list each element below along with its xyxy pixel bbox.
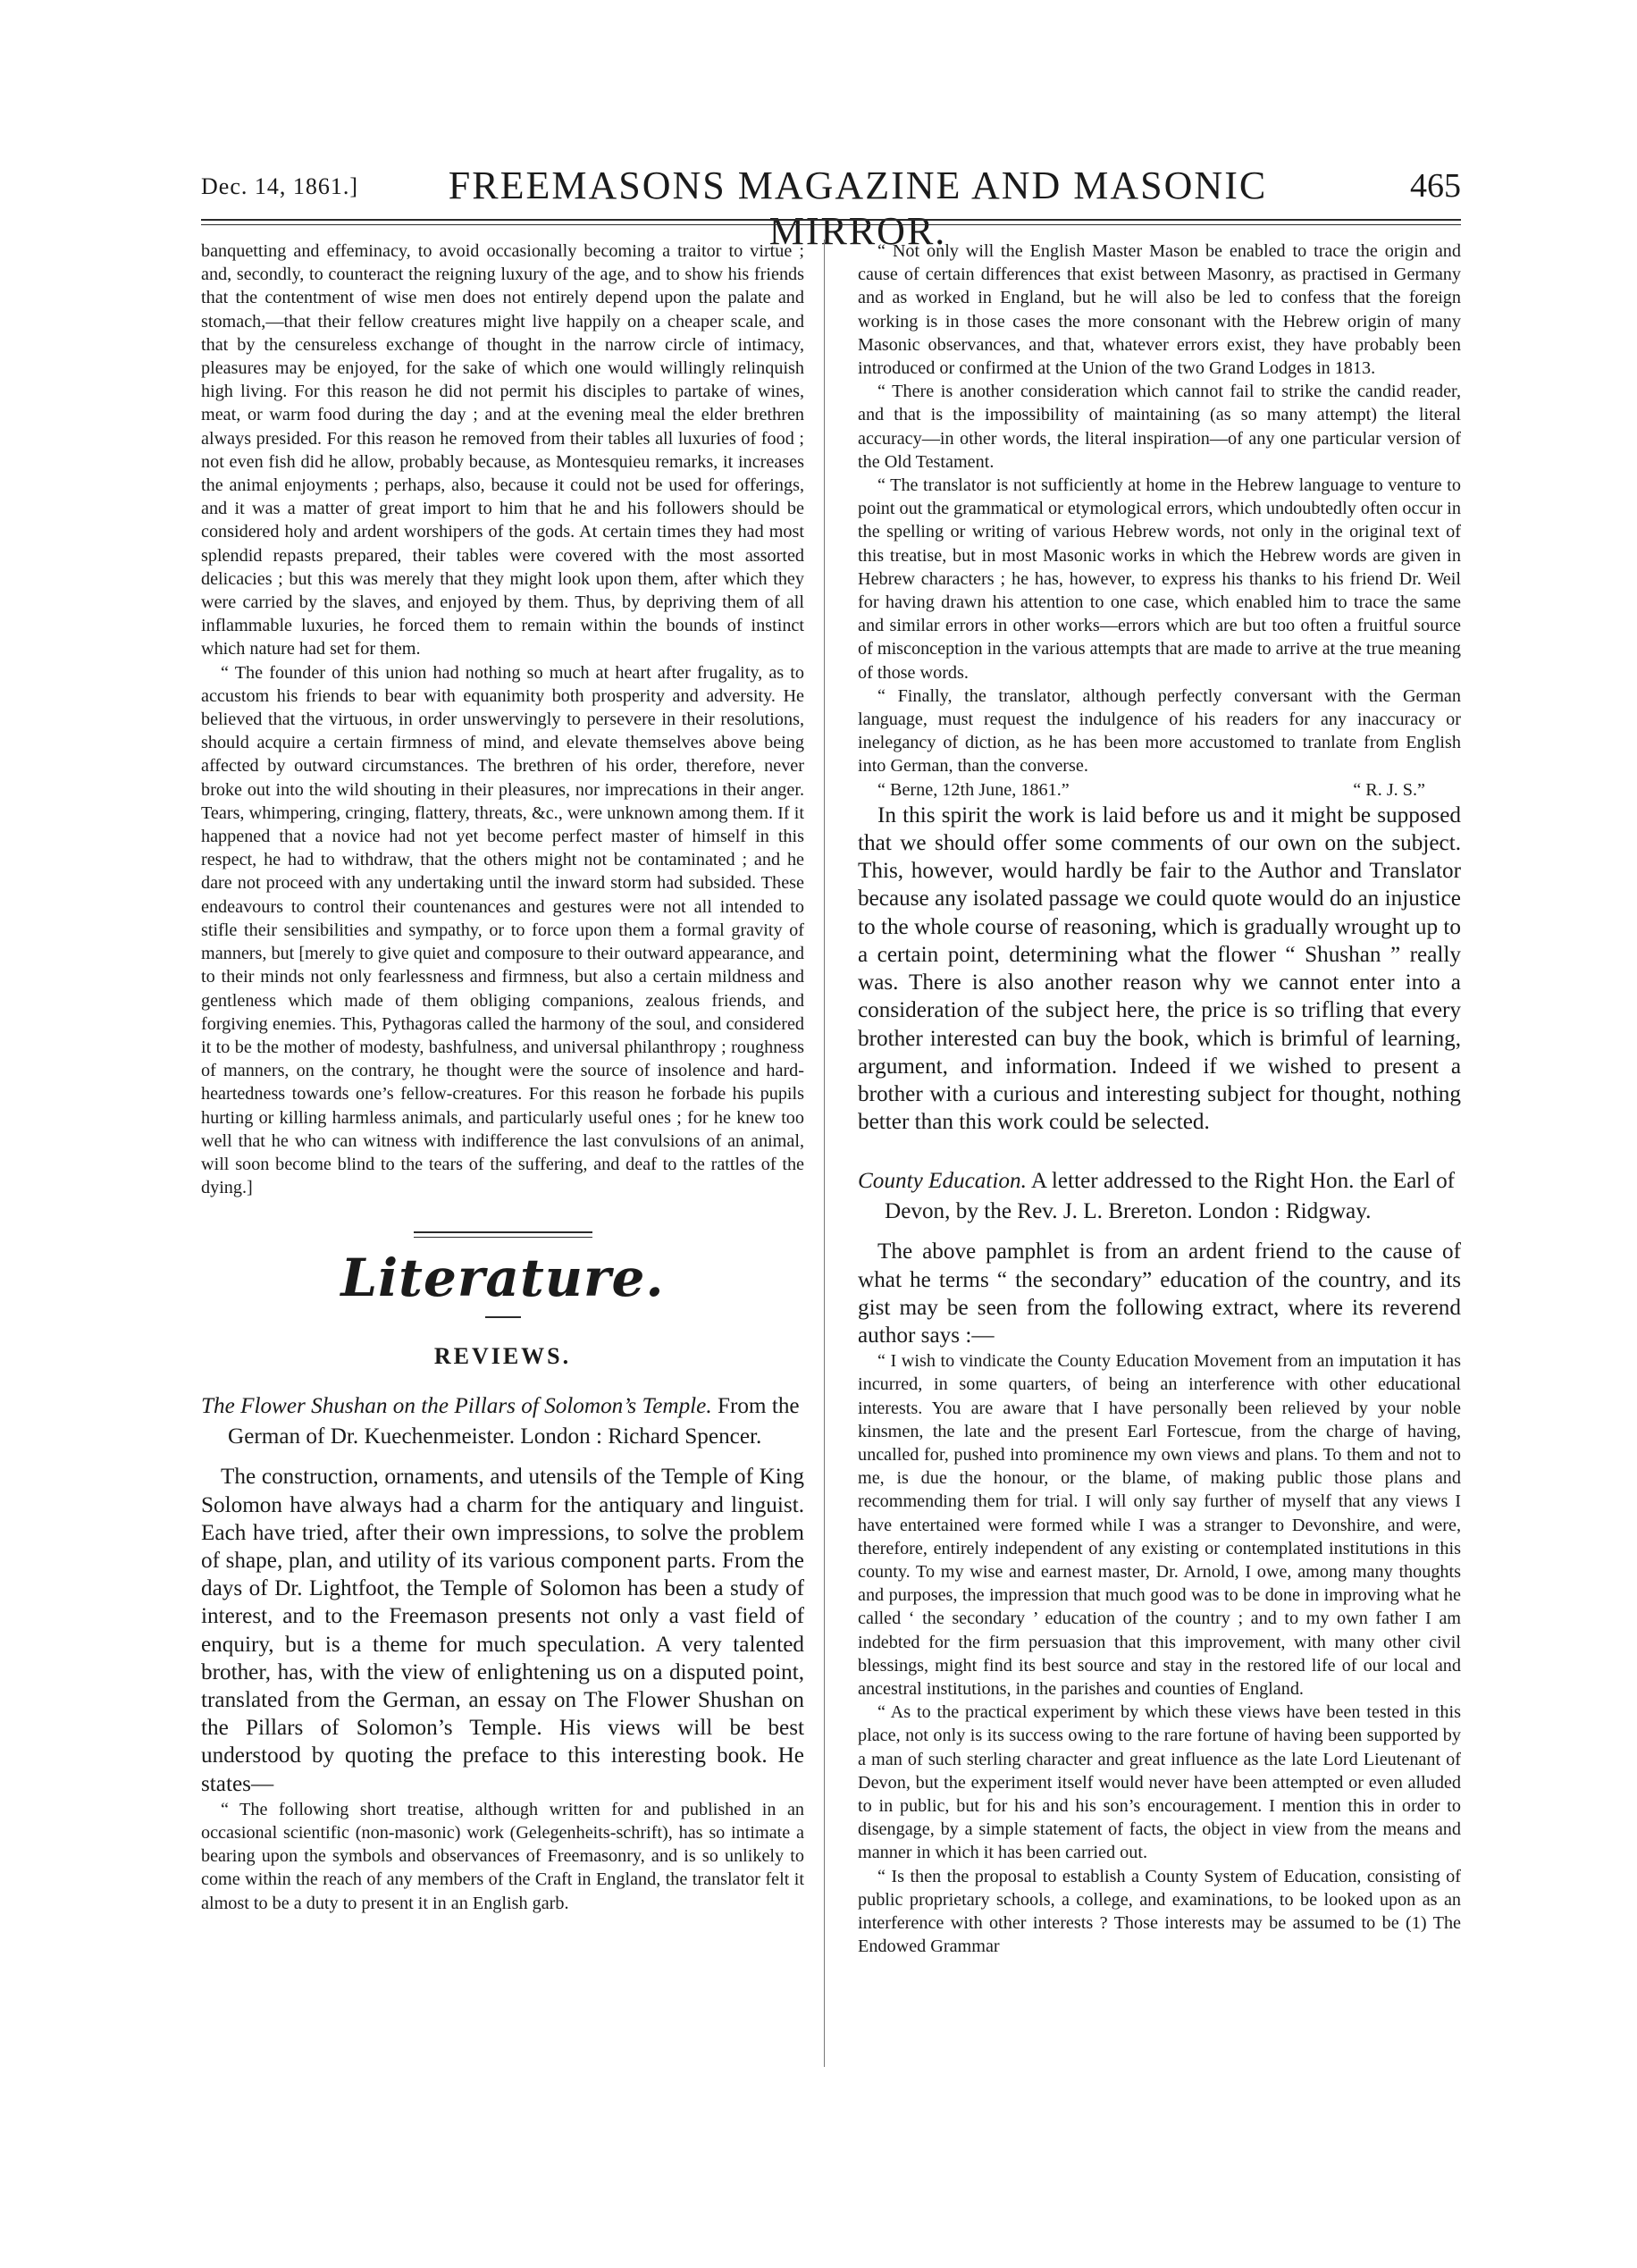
paragraph: “ The founder of this union had nothing so much at heart after frugality, as to accustom his friends to bear with equanimity both prosperity and adversity. He believed that the virtuous, in order unswervingly to persevere in their resolutions, should acquire a certain firmness of mind, and elevate themselves above being affected by outward circumstances. The brethren of his order, therefore, never broke out into the wild shouting in their pleasures, nor imprecations in their anger. Tears, whimpering, cringing, flattery, threats, &c., were unknown among them. If it happened that a novice had not yet become perfect master of himself in this respect, he had to withdraw, that the others might not be contaminated ; and he dare not proceed with any undertaking until the inward storm had subsided. These endeavours to control their countenances and gestures were not all intended to stifle their sensibilities and sympathy, or to force upon them a formal gravity of manners, but [merely to give quiet and composure to their outward appearance, and to their minds not only fearlessness and firmness, but also a certain mildness and gentleness which made of them obliging companions, zealous friends, and forgiving enemies. This, Pythagoras called the harmony of the soul, and considered it to be the mother of modesty, bashfulness, and universal philanthropy ; roughness of manners, on the contrary, he thought were the source of insolence and hard-heartedness towards one’s fellow-creatures. For this reason he forbade his pupils hurting or killing harmless animals, and particularly useful ones ; for he knew too well that he who can witness with indifference the last convulsions of an animal, will soon become blind to the tears of the suffering, and deaf to the rattles of the dying.] <box>201 662 804 1198</box>
signature-date: “ Berne, 12th June, 1861.” <box>877 779 1070 800</box>
page-header <box>201 161 1461 253</box>
review-title <box>858 1166 1461 1227</box>
paragraph: “ There is another consideration which cannot fail to strike the candid reader, and that is the impossibility of maintaining (as so many attempt) the literal accuracy—in other words, the literal inspiration—of any one particular version of the Old Testament. <box>858 382 1461 472</box>
header-date: Dec. 14, 1861.] <box>201 173 359 199</box>
right-column <box>858 239 1461 1958</box>
left-column <box>201 239 804 1915</box>
paragraph: “ Not only will the English Master Mason be enabled to trace the origin and cause of certain differences that exist between Masonry, as practised in Germany and as worked in England, but he will also be led to confess that the foreign working is in those cases the more consonant with the Hebrew origin of many Masonic observances, and that, whatever errors exist, they have probably been introduced or confirmed at the Union of the two Grand Lodges in 1813. <box>858 241 1461 379</box>
signature-initials: “ R. J. S.” <box>1353 779 1425 800</box>
header-page-number: 465 <box>1410 167 1461 205</box>
paragraph: “ I wish to vindicate the County Education Movement from an imputation it has incurred, in some quarters, of being an interference with other educational interests. You are aware that I have personally been relieved by your noble kinsmen, the late and the present Earl Fortescue, from the charge of having, uncalled for, pushed into prominence my own views and plans. To them and not to me, is due the honour, or the blame, of making public those plans and recommending them for trial. I will only say further of myself that any views I have entertained were formed while I was a stranger to Devonshire, and were, therefore, entirely independent of any existing or contemplated institutions in this county. To my wise and earnest master, Dr. Arnold, I owe, among many thoughts and purposes, the impression that much good was to be done in improving what he called ‘ the secondary ’ education of the country ; and to my own father I am indebted for the firm persuasion that this improvement, with many other civil blessings, might find its best source and stay in the restored life of our local and ancestral institutions, in the parishes and counties of England. <box>858 1351 1461 1699</box>
paragraph: “ Is then the proposal to establish a County System of Education, consisting of public proprietary schools, a college, and examinations, to be looked upon as an interference with other interests ? Those interests may be assumed to be (1) The Endowed Grammar <box>858 1866 1461 1957</box>
header-rule <box>201 219 1461 221</box>
paragraph: “ Finally, the translator, although perfectly conversant with the German language, must request the indulgence of his readers for any inaccuracy or inelegancy of diction, as he has been more accustomed to tranlate from English into German, than the converse. <box>858 685 1461 777</box>
paragraph: The above pamphlet is from an ardent friend to the cause of what he terms “ the secondary” education of the country, and its gist may be seen from the following extract, where its reverend author says :— <box>858 1239 1461 1348</box>
paragraph: The construction, ornaments, and utensils of the Temple of King Solomon have always had a charm for the antiquary and linguist. Each have tried, after their own impressions, to solve the problem of shape, plan, and utility of its various component parts. From the days of Dr. Lightfoot, the Temple of Solomon has been a study of interest, and to the Freemason presents not only a vast field of enquiry, but is a theme for much speculation. A very talented brother, has, with the view of enlightening us on a disputed point, translated from the German, an essay on The Flower Shushan on the Pillars of Solomon’s Temple. His views will be best understood by quoting the preface to this interesting book. He states— <box>201 1465 804 1796</box>
review-title-rest: From the German of Dr. Kuechenmeister. London : Richard Spencer. <box>228 1394 800 1449</box>
section-rule <box>414 1237 592 1238</box>
signature-line <box>858 778 1461 802</box>
paragraph: banquetting and effeminacy, to avoid occasionally becoming a traitor to virtue ; and, secondly, to counteract the reigning luxury of the age, and to show his friends that the contentment of wise men does not entirely depend upon the palate and stomach,—that their fellow creatures might live happily on a cheaper scale, and that by the censureless exchange of thought in the narrow circle of intimacy, pleasures may be enjoyed, for the sake of which one would willingly relinquish high living. For this reason he did not permit his disciples to partake of wines, meat, or warm food during the day ; and at the evening meal the elder brethren always presided. For this reason he removed from their tables all luxuries of food ; not even fish did he allow, probably because, as Montesquieu remarks, it increases the animal enjoyments ; perhaps, also, because it could not be used for offerings, and it was a matter of great import to him that he and his followers should be considered holy and ardent worshipers of the gods. At certain times they had most splendid repasts prepared, their tables were covered with the most assorted delicacies ; but this was merely that they might look upon them, after which they were carried by the slaves, and enjoyed by them. Thus, by depriving them of all inflammable luxuries, he forced them to remain within the bounds of instinct which nature had set for them. <box>201 241 804 659</box>
paragraph: “ The following short treatise, although written for and published in an occasional scientific (non-masonic) work (Gelegenheits-schrift), has so intimate a bearing upon the symbols and observances of Freemasonry, and is so unlikely to come within the reach of any members of the Craft in England, the translator felt it almost to be a duty to present it in an English garb. <box>201 1799 804 1913</box>
header-rule-thin <box>201 224 1461 225</box>
column-divider <box>824 239 825 2067</box>
paragraph: “ As to the practical experiment by which these views have been tested in this place, not only is its success owing to the rare fortune of having been supported by a man of such sterling character and great influence as the late Lord Lieutenant of Devon, but the experiment itself would never have been attempted or even alluded to in public, but for his and his son’s encouragement. I mention this in order to disengage, by a simple statement of facts, the object in view from the means and manner in which it has been carried out. <box>858 1702 1461 1863</box>
review-title-italic: County Education. <box>858 1169 1027 1194</box>
subheading: REVIEWS. <box>433 1343 572 1370</box>
review-title-italic: The Flower Shushan on the Pillars of Solomon’s Temple. <box>201 1394 712 1419</box>
paragraph: In this spirit the work is laid before us and it might be supposed that we should offer some comments of our own on the subject. This, however, would hardly be fair to the Author and Translator because any isolated passage we could quote would do an injustice to the whole course of reasoning, which is gradually wrought up to a certain point, determining what the flower “ Shushan ” really was. There is also another reason why we cannot enter into a consideration of the subject here, the price is so trifling that every brother interested can buy the book, which is brimful of learning, argument, and information. Indeed if we wished to present a brother with a curious and interesting subject for thought, nothing better than this work could be selected. <box>858 802 1461 1135</box>
section-heading: Literature. <box>340 1247 665 1309</box>
heading-rule <box>485 1316 521 1318</box>
review-title <box>201 1391 804 1452</box>
paragraph: “ The translator is not sufficiently at home in the Hebrew language to venture to point out the grammatical or etymological errors, which undoubtedly often occur in the spelling or writing of various Hebrew words, not only in the original text of this treatise, but in most Masonic works in which the Hebrew words are given in Hebrew characters ; he has, however, to express his thanks to his friend Dr. Weil for having drawn his attention to one case, which enabled him to trace the same and similar errors in other works—errors which are but too often a fruitful source of misconception in the various attempts that are made to arrive at the true meaning of those words. <box>858 475 1461 683</box>
review-title-rest: A letter addressed to the Right Hon. the Earl of Devon, by the Rev. J. L. Brereton. London : Ridgway. <box>885 1169 1456 1224</box>
header-title: FREEMASONS MAGAZINE AND MASONIC MIRROR. <box>448 164 1268 253</box>
